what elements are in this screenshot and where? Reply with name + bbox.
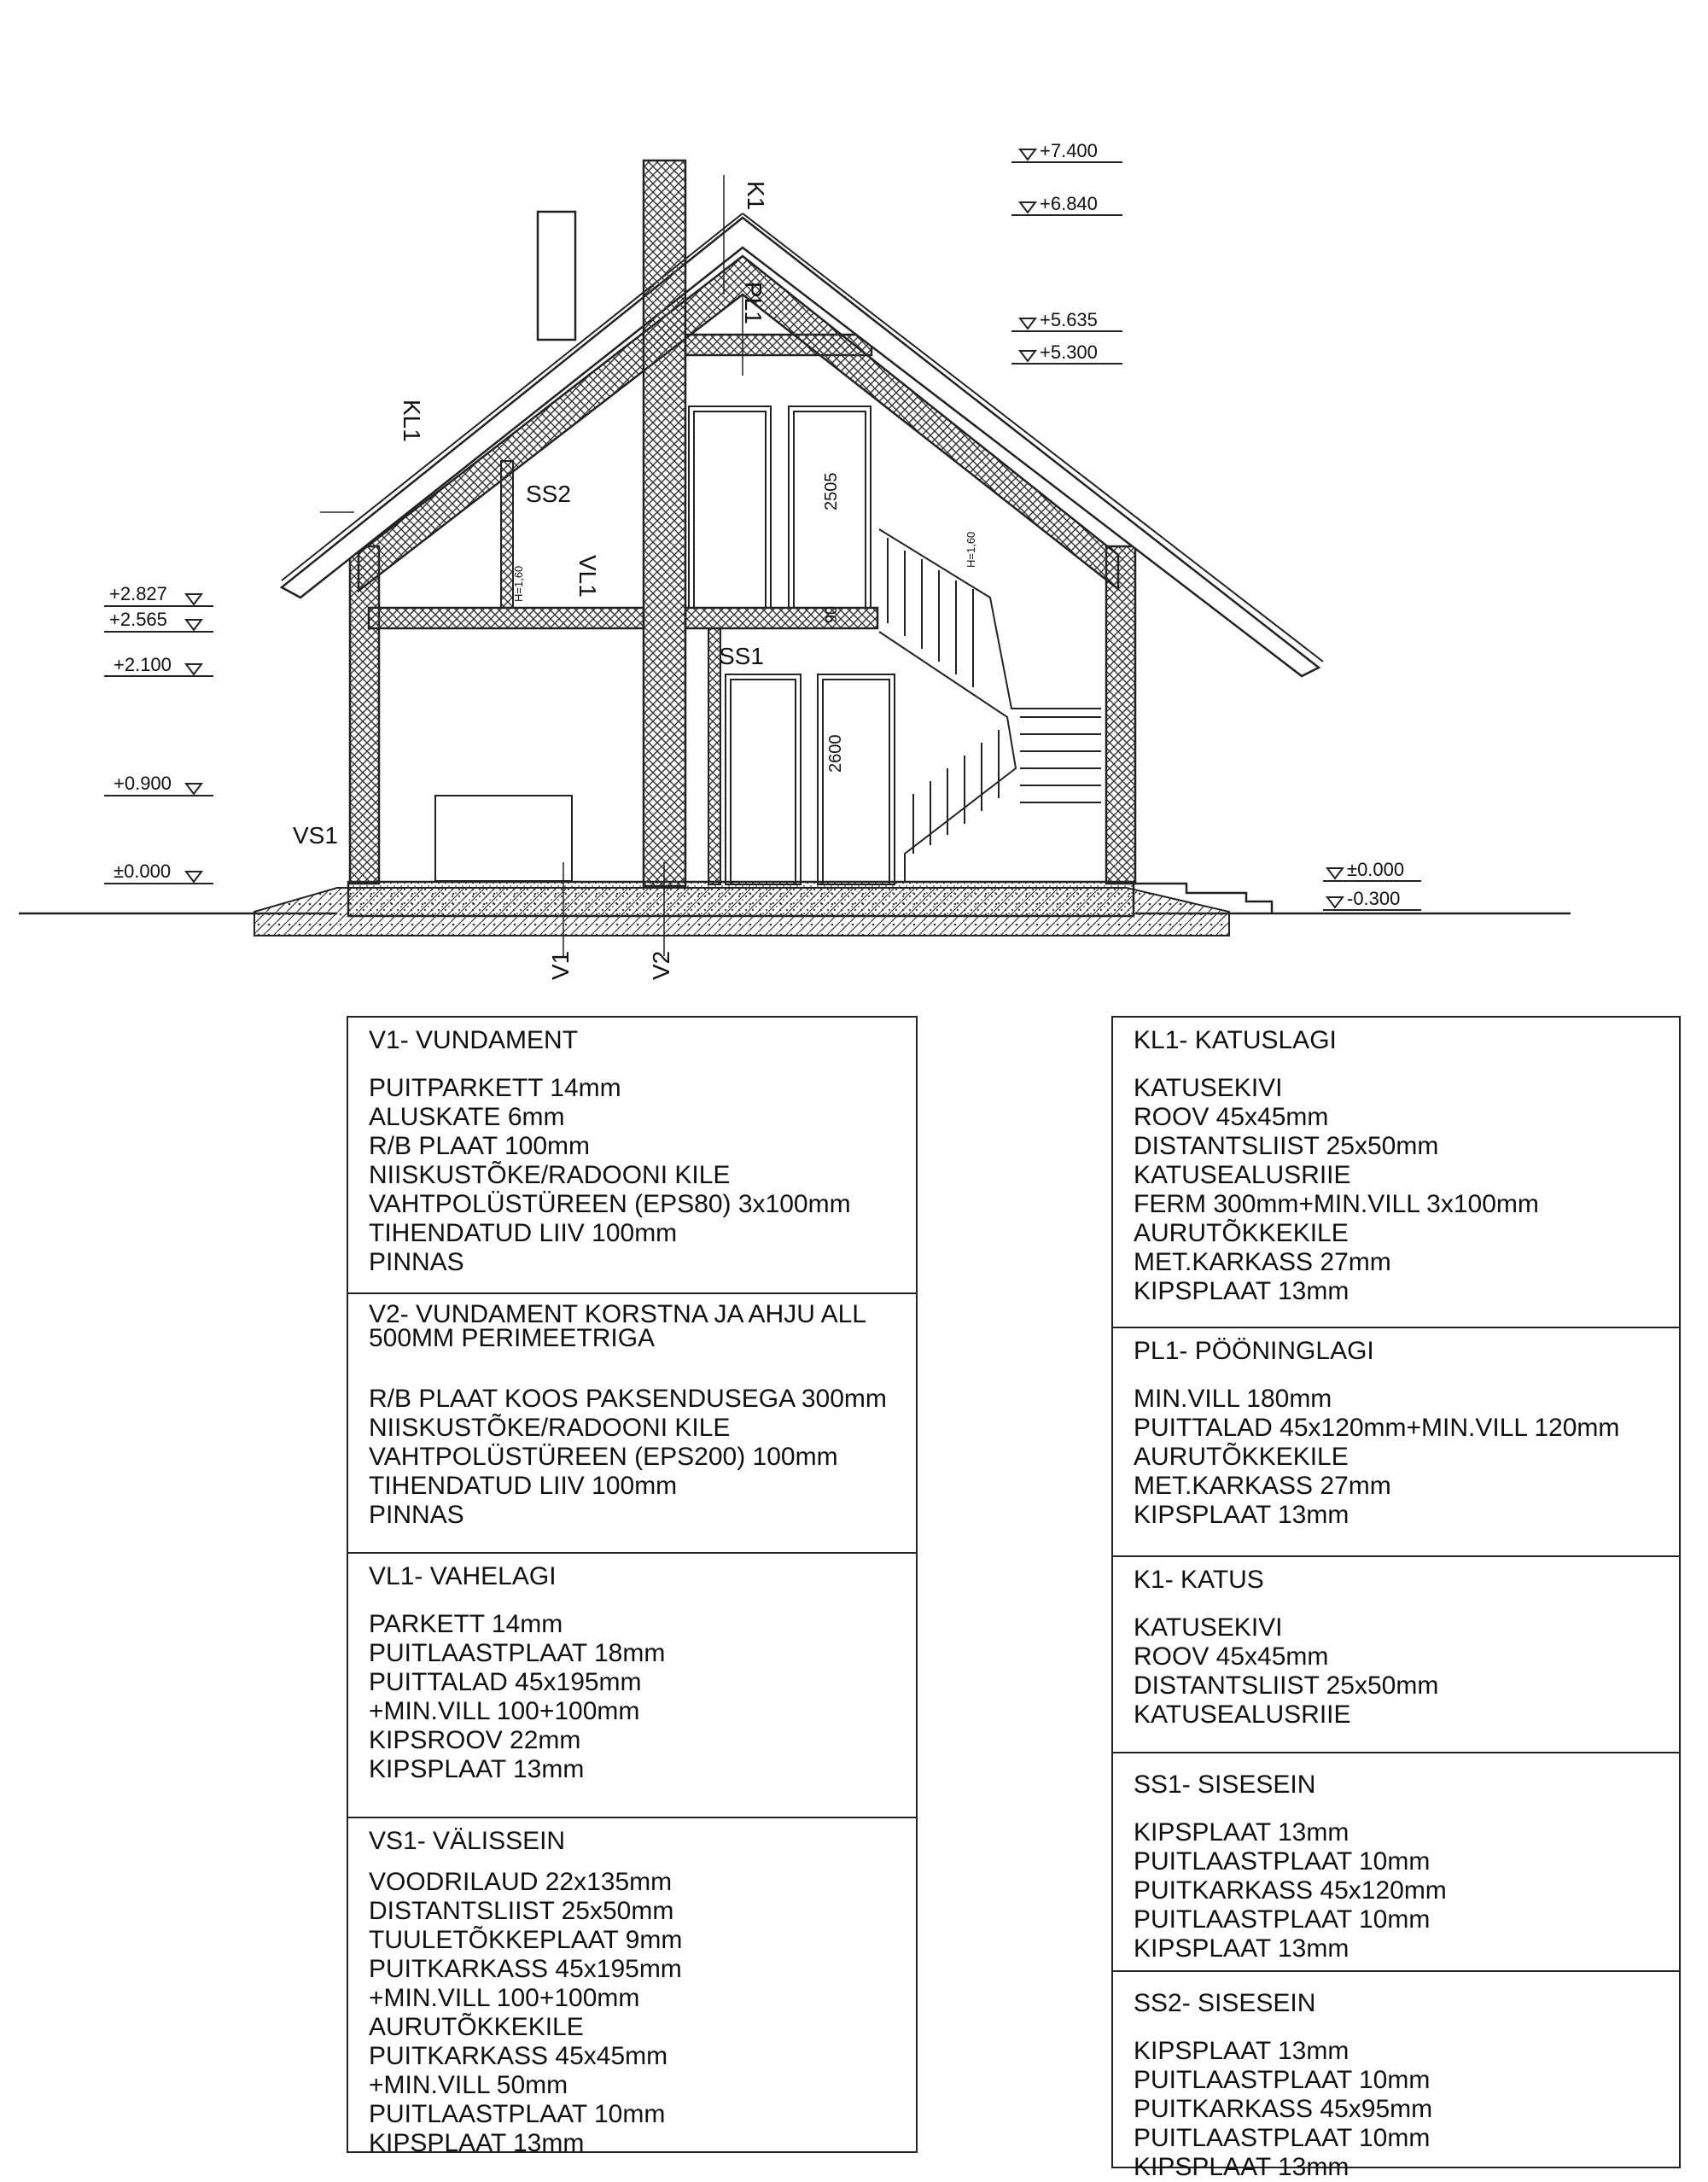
- spec-line: AURUTÕKKEKILE: [1134, 1219, 1349, 1247]
- intermediate-floor-right: [685, 605, 877, 628]
- spec-line: R/B PLAAT 100mm: [369, 1132, 590, 1160]
- floor-slab: [348, 882, 1134, 916]
- spec-title: V2- VUNDAMENT KORSTNA JA AHJU ALL 500MM PERIMEETRIGA: [369, 1300, 866, 1352]
- spec-line: TUULETÕKKEPLAAT 9mm: [369, 1926, 683, 1954]
- spec-line: AURUTÕKKEKILE: [1134, 1443, 1349, 1471]
- spec-line: PUITKARKASS 45x45mm: [369, 2042, 668, 2070]
- spec-line: KIPSPLAAT 13mm: [1134, 1934, 1349, 1963]
- chimney: [644, 160, 685, 886]
- spec-line: KIPSPLAAT 13mm: [369, 2129, 585, 2157]
- spec-line: DISTANTSLIIST 25x50mm: [369, 1897, 674, 1925]
- spec-line: VAHTPOLÜSTÜREEN (EPS200) 100mm: [369, 1443, 838, 1471]
- spec-line: KIPSPLAAT 13mm: [1134, 2153, 1349, 2181]
- spec-line: TIHENDATUD LIIV 100mm: [369, 1472, 678, 1500]
- label-vs1: VS1: [293, 822, 338, 849]
- spec-line: PUITLAASTPLAAT 10mm: [369, 2100, 666, 2128]
- spec-vl1: [348, 1554, 916, 1818]
- spec-line: PARKETT 14mm: [369, 1610, 563, 1638]
- spec-line: NIISKUSTÕKE/RADOONI KILE: [369, 1414, 731, 1442]
- spec-line: +MIN.VILL 100+100mm: [369, 1697, 640, 1725]
- label-vl1: VL1: [574, 555, 601, 598]
- spec-title: KL1- KATUSLAGI: [1134, 1026, 1337, 1054]
- rail-height-left: H=1,60: [512, 565, 525, 602]
- spec-line: PUITKARKASS 45x195mm: [369, 1955, 682, 1983]
- spec-line: KATUSEALUSRIIE: [1134, 1701, 1351, 1729]
- rail-height-right: H=1,60: [965, 531, 977, 568]
- label-v1: V1: [547, 950, 574, 980]
- kitchen-block: [435, 796, 572, 881]
- spec-line: DISTANTSLIIST 25x50mm: [1134, 1132, 1439, 1160]
- spec-line: NIISKUSTÕKE/RADOONI KILE: [369, 1161, 731, 1189]
- level-left-2: +2.565: [109, 609, 167, 630]
- left-exterior-wall: [350, 546, 379, 884]
- spec-line: PUITLAASTPLAAT 10mm: [1134, 2066, 1431, 2094]
- dim-90: 90: [823, 605, 840, 623]
- spec-line: ROOV 45x45mm: [1134, 1642, 1329, 1671]
- roof: [282, 213, 1323, 676]
- spec-line: PUITTALAD 45x195mm: [369, 1668, 642, 1696]
- spec-title: SS1- SISESEIN: [1134, 1771, 1316, 1799]
- spec-title: VS1- VÄLISSEIN: [369, 1827, 566, 1855]
- spec-line: PUITLAASTPLAAT 10mm: [1134, 1847, 1431, 1876]
- spec-ss2: [1113, 1972, 1679, 2181]
- upper-doors: [689, 406, 871, 608]
- level-left-1: +2.827: [109, 583, 167, 604]
- spec-kl1: [1113, 1018, 1679, 1328]
- level-right-4: +5.300: [1040, 341, 1098, 363]
- spec-line: KIPSPLAAT 13mm: [1134, 1818, 1349, 1847]
- spec-line: MET.KARKASS 27mm: [1134, 1248, 1391, 1276]
- spec-line: KIPSPLAAT 13mm: [369, 1755, 585, 1783]
- spec-v2: [348, 1294, 916, 1554]
- staircase: [879, 529, 1101, 882]
- spec-title: PL1- PÖÖNINGLAGI: [1134, 1337, 1374, 1365]
- spec-line: KIPSPLAAT 13mm: [1134, 1277, 1349, 1305]
- label-v2: V2: [648, 950, 674, 980]
- spec-line: PUITPARKETT 14mm: [369, 1074, 621, 1102]
- level-left-5: ±0.000: [114, 861, 172, 882]
- spec-line: PUITKARKASS 45x120mm: [1134, 1876, 1447, 1905]
- level-right-1: +7.400: [1040, 140, 1098, 161]
- spec-line: KIPSPLAAT 13mm: [1134, 2037, 1349, 2065]
- interior-wall-ss2: [501, 461, 513, 608]
- spec-vs1: [348, 1818, 916, 2157]
- spec-line: R/B PLAAT KOOS PAKSENDUSEGA 300mm: [369, 1385, 887, 1413]
- spec-line: +MIN.VILL 50mm: [369, 2071, 568, 2099]
- right-exterior-wall: [1106, 546, 1135, 884]
- spec-title: SS2- SISESEIN: [1134, 1989, 1316, 2017]
- spec-line: KATUSEKIVI: [1134, 1074, 1283, 1102]
- spec-line: VOODRILAUD 22x135mm: [369, 1868, 673, 1896]
- spec-line: FERM 300mm+MIN.VILL 3x100mm: [1134, 1190, 1539, 1218]
- spec-line: KIPSROOV 22mm: [369, 1726, 581, 1754]
- spec-line: KATUSEALUSRIIE: [1134, 1161, 1351, 1189]
- spec-line: PUITKARKASS 45x95mm: [1134, 2095, 1433, 2123]
- spec-line: PUITTALAD 45x120mm+MIN.VILL 120mm: [1134, 1414, 1620, 1442]
- lower-doors: [726, 674, 895, 884]
- spec-line: ALUSKATE 6mm: [369, 1103, 565, 1131]
- spec-title: V1- VUNDAMENT: [369, 1026, 579, 1054]
- spec-line: PUITLAASTPLAAT 10mm: [1134, 1905, 1431, 1934]
- intermediate-floor-left: [369, 608, 644, 628]
- spec-ss1: [1113, 1753, 1679, 1972]
- label-pl1: PL1: [740, 282, 767, 324]
- spec-line: PUITLAASTPLAAT 18mm: [369, 1639, 666, 1667]
- spec-line: AURUTÕKKEKILE: [369, 2013, 584, 2041]
- spec-title: VL1- VAHELAGI: [369, 1562, 557, 1590]
- spec-line: TIHENDATUD LIIV 100mm: [369, 1219, 678, 1247]
- level-left-3: +2.100: [114, 654, 172, 675]
- spec-line: MET.KARKASS 27mm: [1134, 1472, 1391, 1500]
- spec-title: K1- KATUS: [1134, 1566, 1264, 1594]
- spec-line: PUITLAASTPLAAT 10mm: [1134, 2124, 1431, 2152]
- level-right-3: +5.635: [1040, 309, 1098, 330]
- label-ss2: SS2: [526, 481, 571, 507]
- dim-upper: 2505: [822, 472, 841, 510]
- spec-table-right: [1111, 1016, 1681, 2181]
- spec-v1: [348, 1018, 916, 1294]
- vent-pipe: [538, 212, 575, 340]
- levels-left: [104, 594, 213, 884]
- spec-line: MIN.VILL 180mm: [1134, 1385, 1332, 1413]
- dim-lower: 2600: [826, 734, 845, 773]
- label-k1: K1: [743, 181, 769, 211]
- level-right-5: ±0.000: [1347, 859, 1405, 880]
- spec-line: PINNAS: [369, 1501, 464, 1529]
- spec-line: DISTANTSLIIST 25x50mm: [1134, 1672, 1439, 1700]
- label-kl1: KL1: [399, 400, 425, 442]
- spec-line: +MIN.VILL 100+100mm: [369, 1984, 640, 2012]
- level-left-4: +0.900: [114, 773, 172, 794]
- level-right-2: +6.840: [1040, 193, 1098, 214]
- spec-line: PINNAS: [369, 1248, 464, 1276]
- spec-line: KATUSEKIVI: [1134, 1613, 1283, 1642]
- section-drawing: [0, 0, 1708, 999]
- label-ss1: SS1: [719, 643, 764, 669]
- spec-k1: [1113, 1557, 1679, 1753]
- spec-line: VAHTPOLÜSTÜREEN (EPS80) 3x100mm: [369, 1190, 851, 1218]
- spec-pl1: [1113, 1328, 1679, 1557]
- spec-line: ROOV 45x45mm: [1134, 1103, 1329, 1131]
- spec-table-left: [347, 1016, 918, 2157]
- level-right-6: -0.300: [1347, 888, 1401, 909]
- spec-line: KIPSPLAAT 13mm: [1134, 1501, 1349, 1529]
